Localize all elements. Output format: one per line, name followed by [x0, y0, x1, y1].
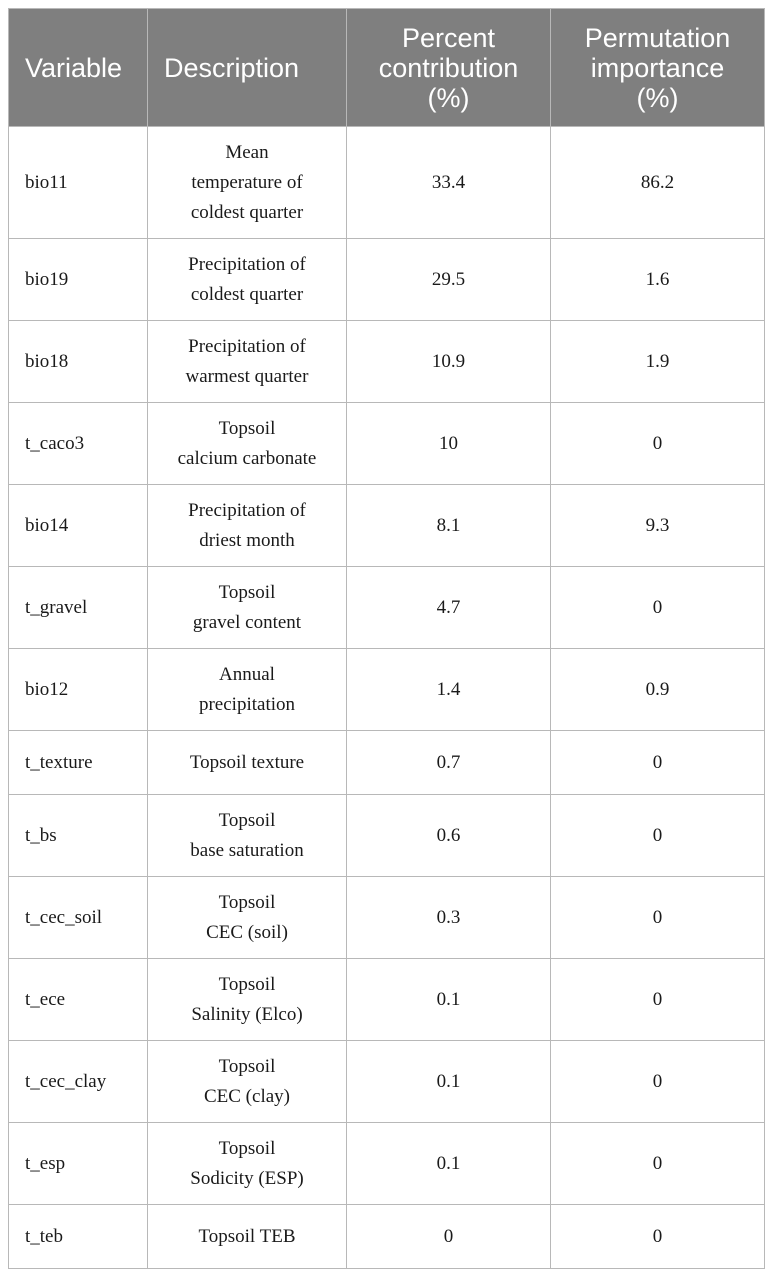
table-row [9, 321, 765, 403]
cell-percent-contribution: 0.1 [347, 1123, 551, 1205]
cell-percent-contribution: 29.5 [347, 239, 551, 321]
description-line: coldest quarter [190, 283, 304, 305]
cell-permutation-importance: 0 [551, 1123, 765, 1205]
table-row [9, 239, 765, 321]
description-line: CEC (soil) [206, 921, 288, 943]
table-row [9, 649, 765, 731]
cell-percent-contribution: 10.9 [347, 321, 551, 403]
table-row [9, 1123, 765, 1205]
description-line: precipitation [198, 693, 296, 715]
cell-description [148, 795, 347, 877]
header-permutation-line: (%) [636, 82, 679, 113]
cell-permutation-importance: 0 [551, 877, 765, 959]
cell-variable: t_cec_soil [9, 877, 148, 959]
description-line: driest month [199, 529, 295, 551]
cell-variable: t_cec_clay [9, 1041, 148, 1123]
cell-description [148, 649, 347, 731]
cell-percent-contribution: 1.4 [347, 649, 551, 731]
description-line: temperature of [191, 171, 303, 193]
cell-permutation-importance: 0 [551, 1041, 765, 1123]
description-line: Precipitation of [188, 499, 306, 521]
table-body [9, 127, 765, 1269]
cell-permutation-importance: 0.9 [551, 649, 765, 731]
cell-percent-contribution: 8.1 [347, 485, 551, 567]
description-line: Precipitation of [188, 253, 306, 275]
description-line: Topsoil TEB [198, 1225, 296, 1247]
cell-percent-contribution: 0.7 [347, 731, 551, 795]
cell-percent-contribution: 10 [347, 403, 551, 485]
description-line: warmest quarter [185, 365, 309, 387]
cell-variable: bio11 [9, 127, 148, 239]
description-line: Topsoil [218, 973, 276, 995]
cell-permutation-importance: 0 [551, 567, 765, 649]
cell-permutation-importance: 86.2 [551, 127, 765, 239]
cell-permutation-importance: 1.6 [551, 239, 765, 321]
cell-permutation-importance: 9.3 [551, 485, 765, 567]
cell-permutation-importance: 0 [551, 731, 765, 795]
cell-variable: t_bs [9, 795, 148, 877]
cell-variable: t_teb [9, 1205, 148, 1269]
description-line: Annual [219, 663, 275, 685]
table-row [9, 795, 765, 877]
description-line: Topsoil [218, 891, 276, 913]
cell-description [148, 877, 347, 959]
cell-permutation-importance: 0 [551, 403, 765, 485]
header-permutation-line: Permutation [584, 22, 731, 53]
cell-variable: t_caco3 [9, 403, 148, 485]
cell-percent-contribution: 0.1 [347, 959, 551, 1041]
cell-percent-contribution: 0.6 [347, 795, 551, 877]
description-line: base saturation [190, 839, 304, 861]
description-line: Topsoil [218, 581, 276, 603]
table-row [9, 403, 765, 485]
cell-variable: t_texture [9, 731, 148, 795]
cell-description [148, 127, 347, 239]
cell-description [148, 1041, 347, 1123]
description-line: Topsoil [218, 417, 276, 439]
table-row [9, 127, 765, 239]
cell-variable: bio12 [9, 649, 148, 731]
cell-description [148, 731, 347, 795]
header-variable: Variable [9, 9, 148, 127]
description-line: CEC (clay) [203, 1085, 290, 1107]
table-row [9, 877, 765, 959]
cell-permutation-importance: 1.9 [551, 321, 765, 403]
header-row [9, 9, 765, 127]
table-row [9, 959, 765, 1041]
cell-variable: t_ece [9, 959, 148, 1041]
cell-permutation-importance: 0 [551, 959, 765, 1041]
table-row [9, 1041, 765, 1123]
cell-variable: bio14 [9, 485, 148, 567]
cell-percent-contribution: 0 [347, 1205, 551, 1269]
description-line: Topsoil [218, 1055, 276, 1077]
description-line: Topsoil [218, 809, 276, 831]
cell-description [148, 567, 347, 649]
header-percent-line: Percent [401, 22, 496, 53]
description-line: Topsoil [218, 1137, 276, 1159]
cell-description [148, 239, 347, 321]
table-row [9, 1205, 765, 1269]
description-line: Topsoil texture [189, 751, 305, 773]
header-percent-line: (%) [427, 82, 470, 113]
description-line: gravel content [192, 611, 302, 633]
cell-percent-contribution: 0.3 [347, 877, 551, 959]
cell-description [148, 403, 347, 485]
header-percent-line: contribution [378, 52, 519, 83]
cell-variable: bio19 [9, 239, 148, 321]
table-row [9, 567, 765, 649]
cell-variable: t_esp [9, 1123, 148, 1205]
cell-description [148, 321, 347, 403]
cell-percent-contribution: 33.4 [347, 127, 551, 239]
header-description: Description [148, 9, 347, 127]
description-line: coldest quarter [190, 201, 304, 223]
cell-description [148, 959, 347, 1041]
cell-variable: bio18 [9, 321, 148, 403]
variable-contribution-table [8, 8, 765, 1269]
cell-permutation-importance: 0 [551, 1205, 765, 1269]
table-row [9, 731, 765, 795]
description-line: Precipitation of [188, 335, 306, 357]
description-line: calcium carbonate [177, 447, 317, 469]
header-permutation-line: importance [590, 52, 725, 83]
description-line: Mean [225, 141, 269, 163]
header-percent-contribution [347, 9, 551, 127]
cell-description [148, 1123, 347, 1205]
cell-percent-contribution: 4.7 [347, 567, 551, 649]
cell-description [148, 1205, 347, 1269]
description-line: Sodicity (ESP) [190, 1167, 304, 1189]
cell-percent-contribution: 0.1 [347, 1041, 551, 1123]
cell-description [148, 485, 347, 567]
header-permutation-importance [551, 9, 765, 127]
table-row [9, 485, 765, 567]
description-line: Salinity (Elco) [191, 1003, 303, 1025]
cell-variable: t_gravel [9, 567, 148, 649]
cell-permutation-importance: 0 [551, 795, 765, 877]
